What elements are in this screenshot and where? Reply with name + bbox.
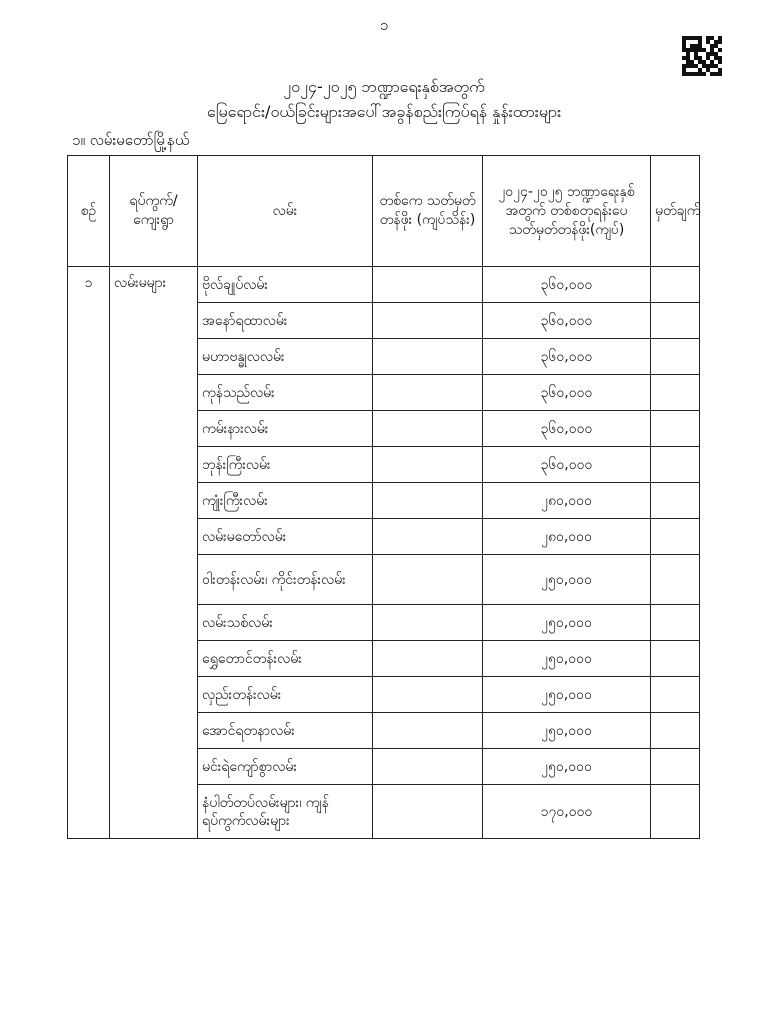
village-cell: လမ်းမများ (110, 267, 198, 839)
remark-cell (651, 267, 700, 303)
acre-value-cell (373, 713, 483, 749)
remark-cell (651, 483, 700, 519)
acre-value-cell (373, 677, 483, 713)
sqft-value-cell: ၂၅၀,၀၀၀ (483, 605, 651, 641)
sqft-value-cell: ၂၅၀,၀၀၀ (483, 641, 651, 677)
sqft-value-cell: ၃၆၀,၀၀၀ (483, 375, 651, 411)
acre-value-cell (373, 519, 483, 555)
acre-value-cell (373, 555, 483, 605)
remark-cell (651, 555, 700, 605)
road-name-cell: ကျုံးကြီးလမ်း (198, 483, 373, 519)
sqft-value-cell: ၂၅၀,၀၀၀ (483, 749, 651, 785)
acre-value-cell (373, 267, 483, 303)
road-name-cell: ဘုန်းကြီးလမ်း (198, 447, 373, 483)
remark-cell (651, 375, 700, 411)
col-header-no: စဉ် (68, 156, 110, 267)
remark-cell (651, 713, 700, 749)
sqft-value-cell: ၂၅၀,၀၀၀ (483, 677, 651, 713)
road-name-cell: အောင်ရတနာလမ်း (198, 713, 373, 749)
acre-value-cell (373, 749, 483, 785)
rate-table (67, 155, 700, 839)
table-row (68, 267, 700, 303)
sqft-value-cell: ၂၅၀,၀၀၀ (483, 555, 651, 605)
remark-cell (651, 339, 700, 375)
col-header-road: လမ်း (198, 156, 373, 267)
acre-value-cell (373, 339, 483, 375)
road-name-cell: ဗိုလ်ချုပ်လမ်း (198, 267, 373, 303)
road-name-cell: ကုန်သည်လမ်း (198, 375, 373, 411)
remark-cell (651, 411, 700, 447)
acre-value-cell (373, 483, 483, 519)
section-heading: ၁။ လမ်းမတော်မြို့နယ် (72, 131, 190, 149)
qr-code-icon (682, 36, 722, 76)
remark-cell (651, 749, 700, 785)
remark-cell (651, 303, 700, 339)
sqft-value-cell: ၃၆၀,၀၀၀ (483, 303, 651, 339)
acre-value-cell (373, 785, 483, 839)
remark-cell (651, 605, 700, 641)
road-name-cell: နံပါတ်တပ်လမ်းများ၊ ကျန်ရပ်ကွက်လမ်းများ (198, 785, 373, 839)
remark-cell (651, 447, 700, 483)
sqft-value-cell: ၂၅၀,၀၀၀ (483, 713, 651, 749)
acre-value-cell (373, 375, 483, 411)
row-number: ၁ (68, 267, 110, 839)
sqft-value-cell: ၁၇၀,၀၀၀ (483, 785, 651, 839)
sqft-value-cell: ၂၈၀,၀၀၀ (483, 519, 651, 555)
sqft-value-cell: ၃၆၀,၀၀၀ (483, 447, 651, 483)
page-number: ၁ (379, 16, 389, 34)
col-header-sqft-value: ၂၀၂၄-၂၀၂၅ ဘဏ္ဍာရေးနှစ်အတွက် တစ်စတုရန်းပေ သတ်မှတ်တန်ဖိုး(ကျပ်) (483, 156, 651, 267)
sqft-value-cell: ၂၈၀,၀၀၀ (483, 483, 651, 519)
remark-cell (651, 785, 700, 839)
acre-value-cell (373, 605, 483, 641)
acre-value-cell (373, 641, 483, 677)
road-name-cell: လမ်းသစ်လမ်း (198, 605, 373, 641)
page-title: ၂၀၂၄-၂၀၂၅ ဘဏ္ဍာရေးနှစ်အတွက် (283, 77, 485, 96)
road-name-cell: ဝါးတန်းလမ်း၊ ကိုင်းတန်းလမ်း (198, 555, 373, 605)
road-name-cell: မဟာဗန္ဓုလလမ်း (198, 339, 373, 375)
road-name-cell: မင်းရဲကျော်စွာလမ်း (198, 749, 373, 785)
acre-value-cell (373, 447, 483, 483)
acre-value-cell (373, 411, 483, 447)
col-header-acre-value: တစ်ကေ သတ်မှတ် တန်ဖိုး (ကျပ်သိန်း) (373, 156, 483, 267)
col-header-village: ရပ်ကွက်/ ကျေးရွာ (110, 156, 198, 267)
road-name-cell: လမ်းမတော်လမ်း (198, 519, 373, 555)
remark-cell (651, 641, 700, 677)
sqft-value-cell: ၃၆၀,၀၀၀ (483, 339, 651, 375)
road-name-cell: ကမ်းနားလမ်း (198, 411, 373, 447)
remark-cell (651, 519, 700, 555)
road-name-cell: လှည်းတန်းလမ်း (198, 677, 373, 713)
sqft-value-cell: ၃၆၀,၀၀၀ (483, 411, 651, 447)
acre-value-cell (373, 303, 483, 339)
page-subtitle: မြေရောင်း/ဝယ်ခြင်းများအပေါ်အခွန်စည်းကြပ်ရန် နှုန်းထားများ (206, 102, 562, 121)
road-name-cell: ရွှေတောင်တန်းလမ်း (198, 641, 373, 677)
sqft-value-cell: ၃၆၀,၀၀၀ (483, 267, 651, 303)
col-header-remark: မှတ်ချက် (651, 156, 700, 267)
road-name-cell: အနော်ရထာလမ်း (198, 303, 373, 339)
table-header-row (68, 156, 700, 267)
remark-cell (651, 677, 700, 713)
